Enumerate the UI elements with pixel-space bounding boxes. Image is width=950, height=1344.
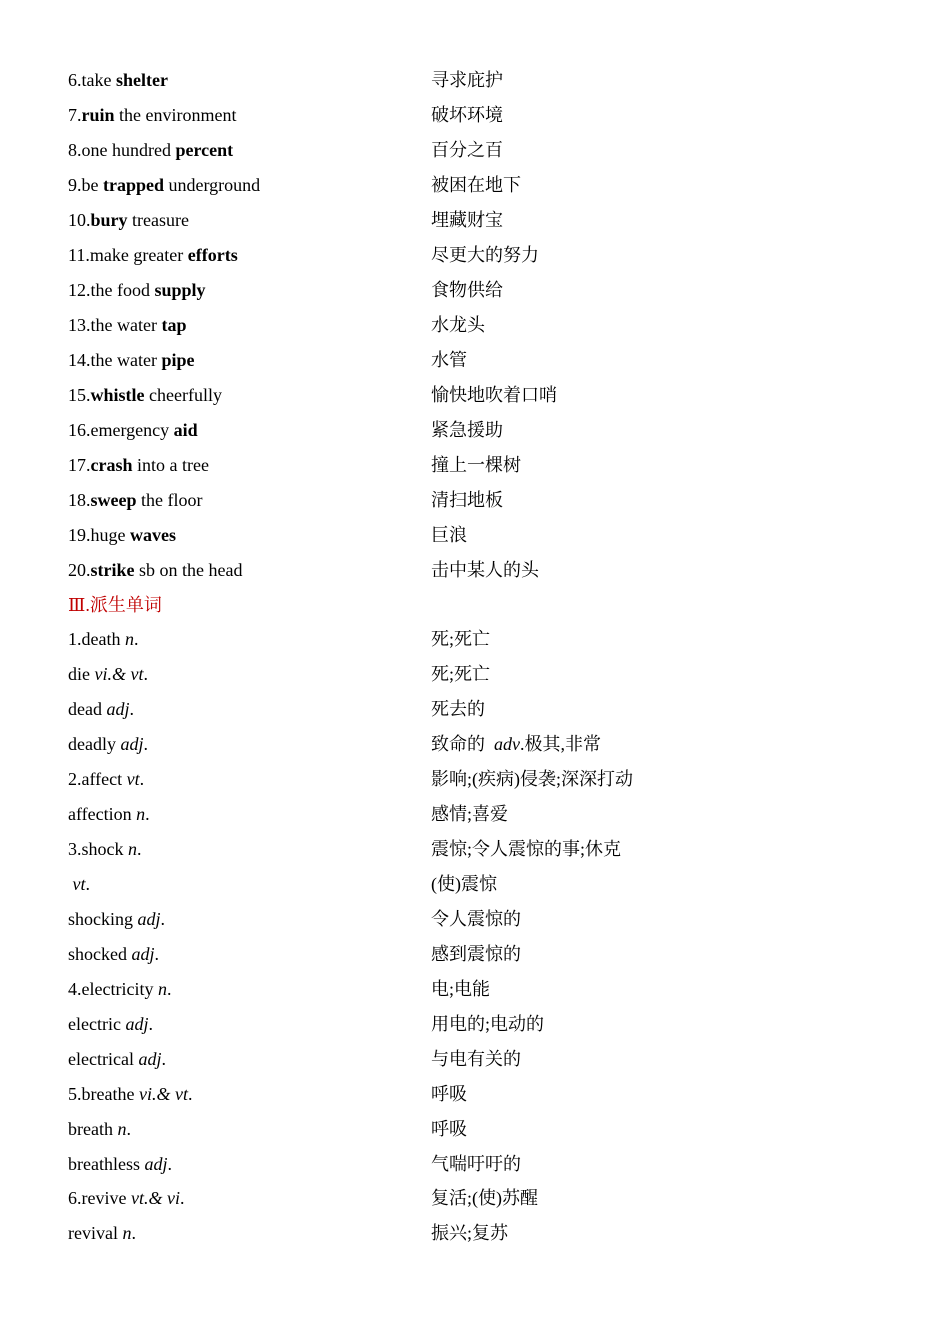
derived-word: electric adj. [68,1013,153,1034]
phrase-english: 12.the food supply [68,280,206,301]
derived-meaning: 复活;(使)苏醒 [431,1188,538,1209]
phrase-english: 13.the water tap [68,315,187,336]
derived-meaning: 死;死亡 [431,629,491,650]
phrase-row [68,343,888,378]
derived-meaning: 令人震惊的 [431,908,521,929]
phrase-row [68,98,888,133]
derived-meaning: 死去的 [431,699,485,720]
derived-row [68,1216,888,1251]
phrase-chinese: 水龙头 [431,315,485,336]
section-title: Ⅲ.派生单词 [68,594,162,615]
derived-row [68,971,888,1006]
phrase-row [68,517,888,552]
derived-word: breathless adj. [68,1153,172,1174]
phrase-chinese: 愉快地吹着口哨 [431,384,557,405]
derived-row [68,1111,888,1146]
derived-meaning: 震惊;令人震惊的事;休克 [431,839,622,860]
phrase-row [68,273,888,308]
derived-word: 6.revive vt.& vi. [68,1188,185,1209]
vocabulary-list [68,63,888,1251]
phrase-chinese: 百分之百 [431,140,503,161]
phrase-english: 20.strike sb on the head [68,559,243,580]
phrase-chinese: 紧急援助 [431,419,503,440]
phrase-english: 17.crash into a tree [68,454,209,475]
phrase-chinese: 埋藏财宝 [431,210,503,231]
derived-meaning: 呼吸 [431,1118,467,1139]
phrase-chinese: 食物供给 [431,280,503,301]
phrase-chinese: 击中某人的头 [431,559,539,580]
phrase-english: 14.the water pipe [68,349,195,370]
derived-row [68,936,888,971]
phrase-chinese: 清扫地板 [431,489,503,510]
derived-meaning: (使)震惊 [431,874,497,895]
derived-word: die vi.& vt. [68,664,148,685]
derived-meaning: 感情;喜爱 [431,804,509,825]
derived-word: 3.shock n. [68,839,142,860]
phrase-english: 7.ruin the environment [68,105,237,126]
phrase-row [68,482,888,517]
derived-word: shocked adj. [68,943,159,964]
derived-meaning: 死;死亡 [431,664,491,685]
derived-meaning: 呼吸 [431,1083,467,1104]
phrase-row [68,377,888,412]
derived-word: electrical adj. [68,1048,166,1069]
phrase-chinese: 破坏环境 [431,105,503,126]
derived-word: deadly adj. [68,734,148,755]
derived-word: breath n. [68,1118,131,1139]
phrase-english: 16.emergency aid [68,419,198,440]
derived-meaning: 感到震惊的 [431,943,521,964]
phrase-chinese: 尽更大的努力 [431,245,539,266]
derived-word: 2.affect vt. [68,769,145,790]
derived-word: vt. [72,874,90,895]
phrase-row [68,238,888,273]
phrase-row [68,412,888,447]
derived-row [68,832,888,867]
phrase-chinese: 被困在地下 [431,175,521,196]
derived-meaning: 振兴;复苏 [431,1223,509,1244]
phrase-row [68,133,888,168]
phrase-row [68,168,888,203]
section-heading [68,587,888,622]
phrase-chinese: 巨浪 [431,524,467,545]
derived-row [68,902,888,937]
phrase-english: 11.make greater efforts [68,245,238,266]
derived-row [68,622,888,657]
derived-word: affection n. [68,804,150,825]
derived-meaning: 影响;(疾病)侵袭;深深打动 [431,769,633,790]
derived-row [68,1006,888,1041]
derived-word: 4.electricity n. [68,978,172,999]
derived-row [68,657,888,692]
derived-meaning: 气喘吁吁的 [431,1153,521,1174]
derived-word: revival n. [68,1223,136,1244]
derived-row [68,1041,888,1076]
phrase-english: 15.whistle cheerfully [68,384,222,405]
derived-row [68,1146,888,1181]
derived-row [68,692,888,727]
phrase-chinese: 撞上一棵树 [431,454,521,475]
derived-row [68,1181,888,1216]
derived-meaning: 电;电能 [431,978,491,999]
phrase-chinese: 水管 [431,349,467,370]
phrase-english: 8.one hundred percent [68,140,234,161]
phrase-chinese: 寻求庇护 [431,70,503,91]
derived-word: shocking adj. [68,908,166,929]
derived-word: 5.breathe vi.& vt. [68,1083,193,1104]
phrase-english: 9.be trapped underground [68,175,261,196]
phrase-row [68,552,888,587]
phrase-english: 18.sweep the floor [68,489,203,510]
derived-meaning: 致命的 adv.极其,非常 [431,734,601,755]
derived-word: 1.death n. [68,629,139,650]
derived-row [68,797,888,832]
derived-meaning: 与电有关的 [431,1048,521,1069]
phrase-english: 6.take shelter [68,70,168,91]
derived-meaning: 用电的;电动的 [431,1013,545,1034]
phrase-row [68,308,888,343]
derived-row [68,762,888,797]
derived-word: dead adj. [68,699,134,720]
phrase-english: 10.bury treasure [68,210,189,231]
derived-row [68,867,888,902]
phrase-english: 19.huge waves [68,524,176,545]
phrase-row [68,203,888,238]
derived-row [68,727,888,762]
derived-row [68,1076,888,1111]
phrase-row [68,447,888,482]
phrase-row [68,63,888,98]
